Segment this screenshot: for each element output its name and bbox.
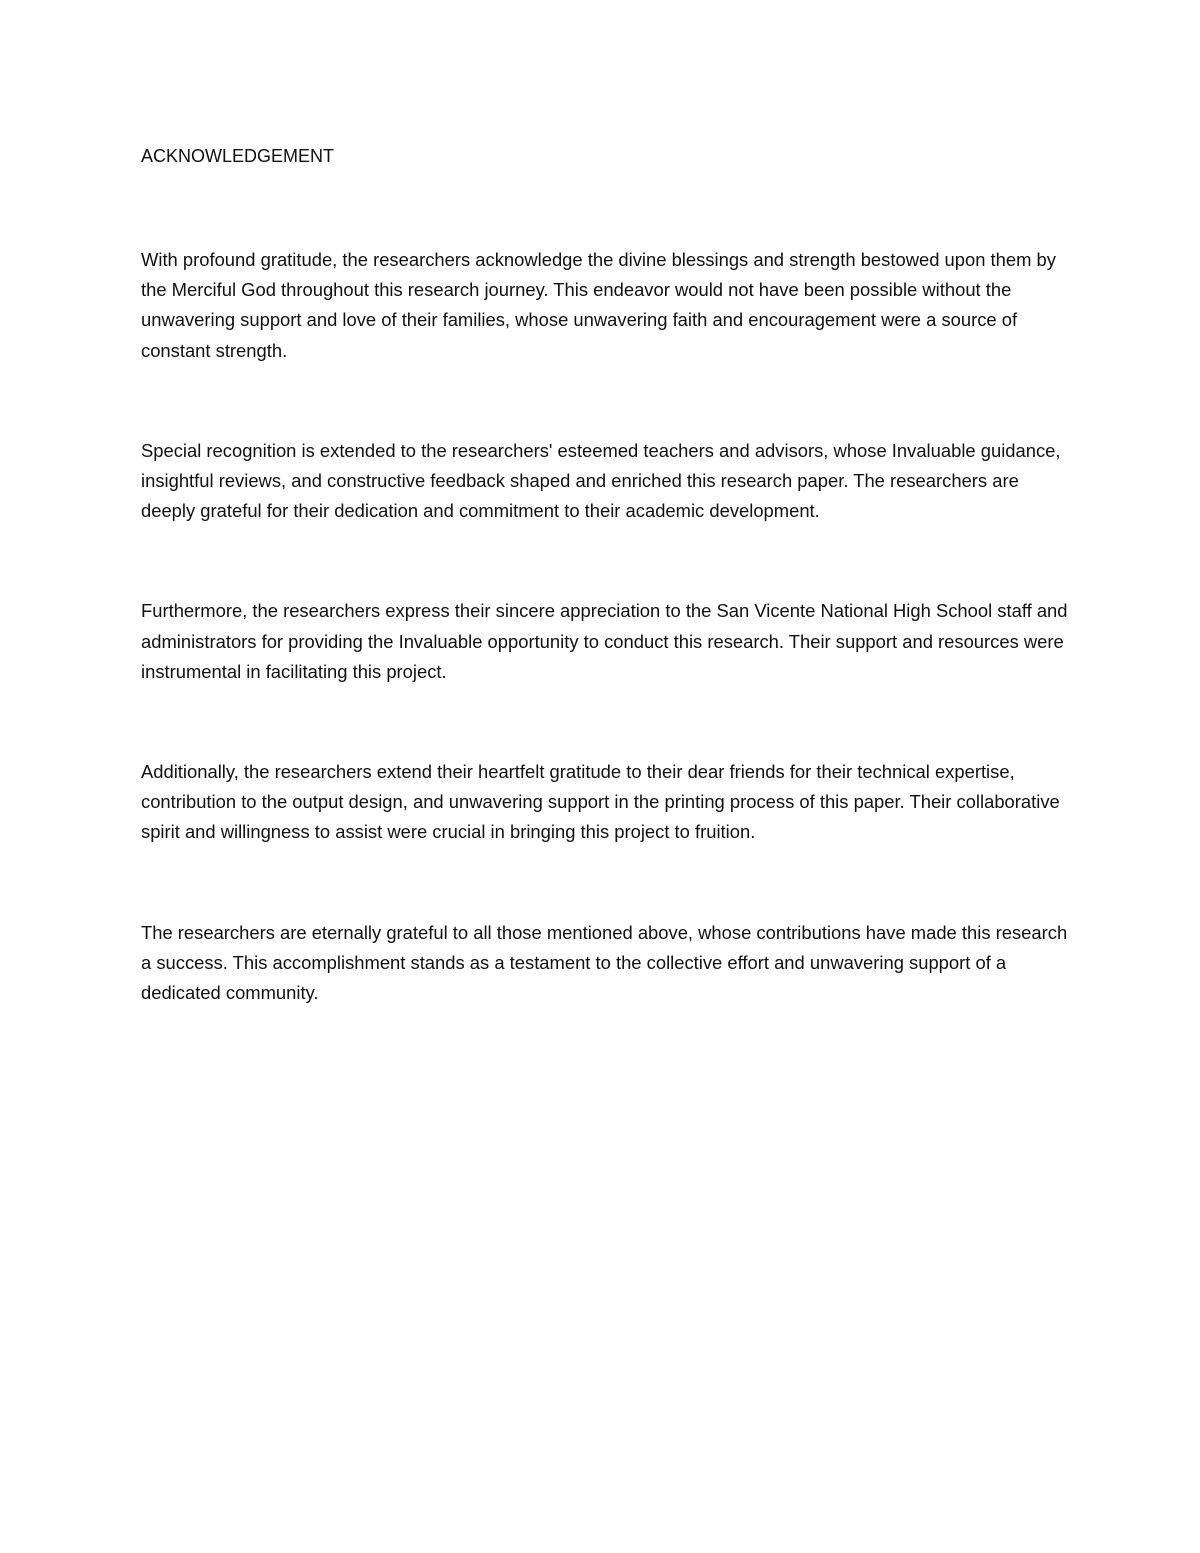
paragraph-closing: The researchers are eternally grateful to all those mentioned above, whose contributions have made this research a success. This accomplishment stands as a testament to the collective effort and unwavering support of a dedicated community. [141, 921, 1068, 1004]
paragraph-school-appreciation: Furthermore, the researchers express their sincere appreciation to the San Vicente National High School staff and administrators for providing the Invaluable opportunity to conduct this research. Their support and resources were instrumental in facilitating this project. [141, 600, 1068, 682]
paragraph-friends-gratitude: Additionally, the researchers extend their heartfelt gratitude to their dear friends for their technical expertise, contribution to the output design, and unwavering support in the printing process of this paper. Their collaborative spirit and willingness to assist were crucial in bringing this project to fruition. [141, 761, 1060, 843]
document-body [141, 144, 1071, 1008]
document-title: ACKNOWLEDGEMENT [141, 146, 335, 166]
paragraph-divine-gratitude: With profound gratitude, the researchers acknowledge the divine blessings and strength bestowed upon them by the Merciful God throughout this research journey. This endeavor would not have been possible without the unwavering support and love of their families, whose unwavering faith and encouragement were a source of constant strength. [141, 249, 1056, 361]
paragraph-teachers-recognition: Special recognition is extended to the researchers' esteemed teachers and advisors, whose Invaluable guidance, insightful reviews, and constructive feedback shaped and enriched this research paper. The researchers are deeply grateful for their dedication and commitment to their academic development. [141, 439, 1061, 522]
